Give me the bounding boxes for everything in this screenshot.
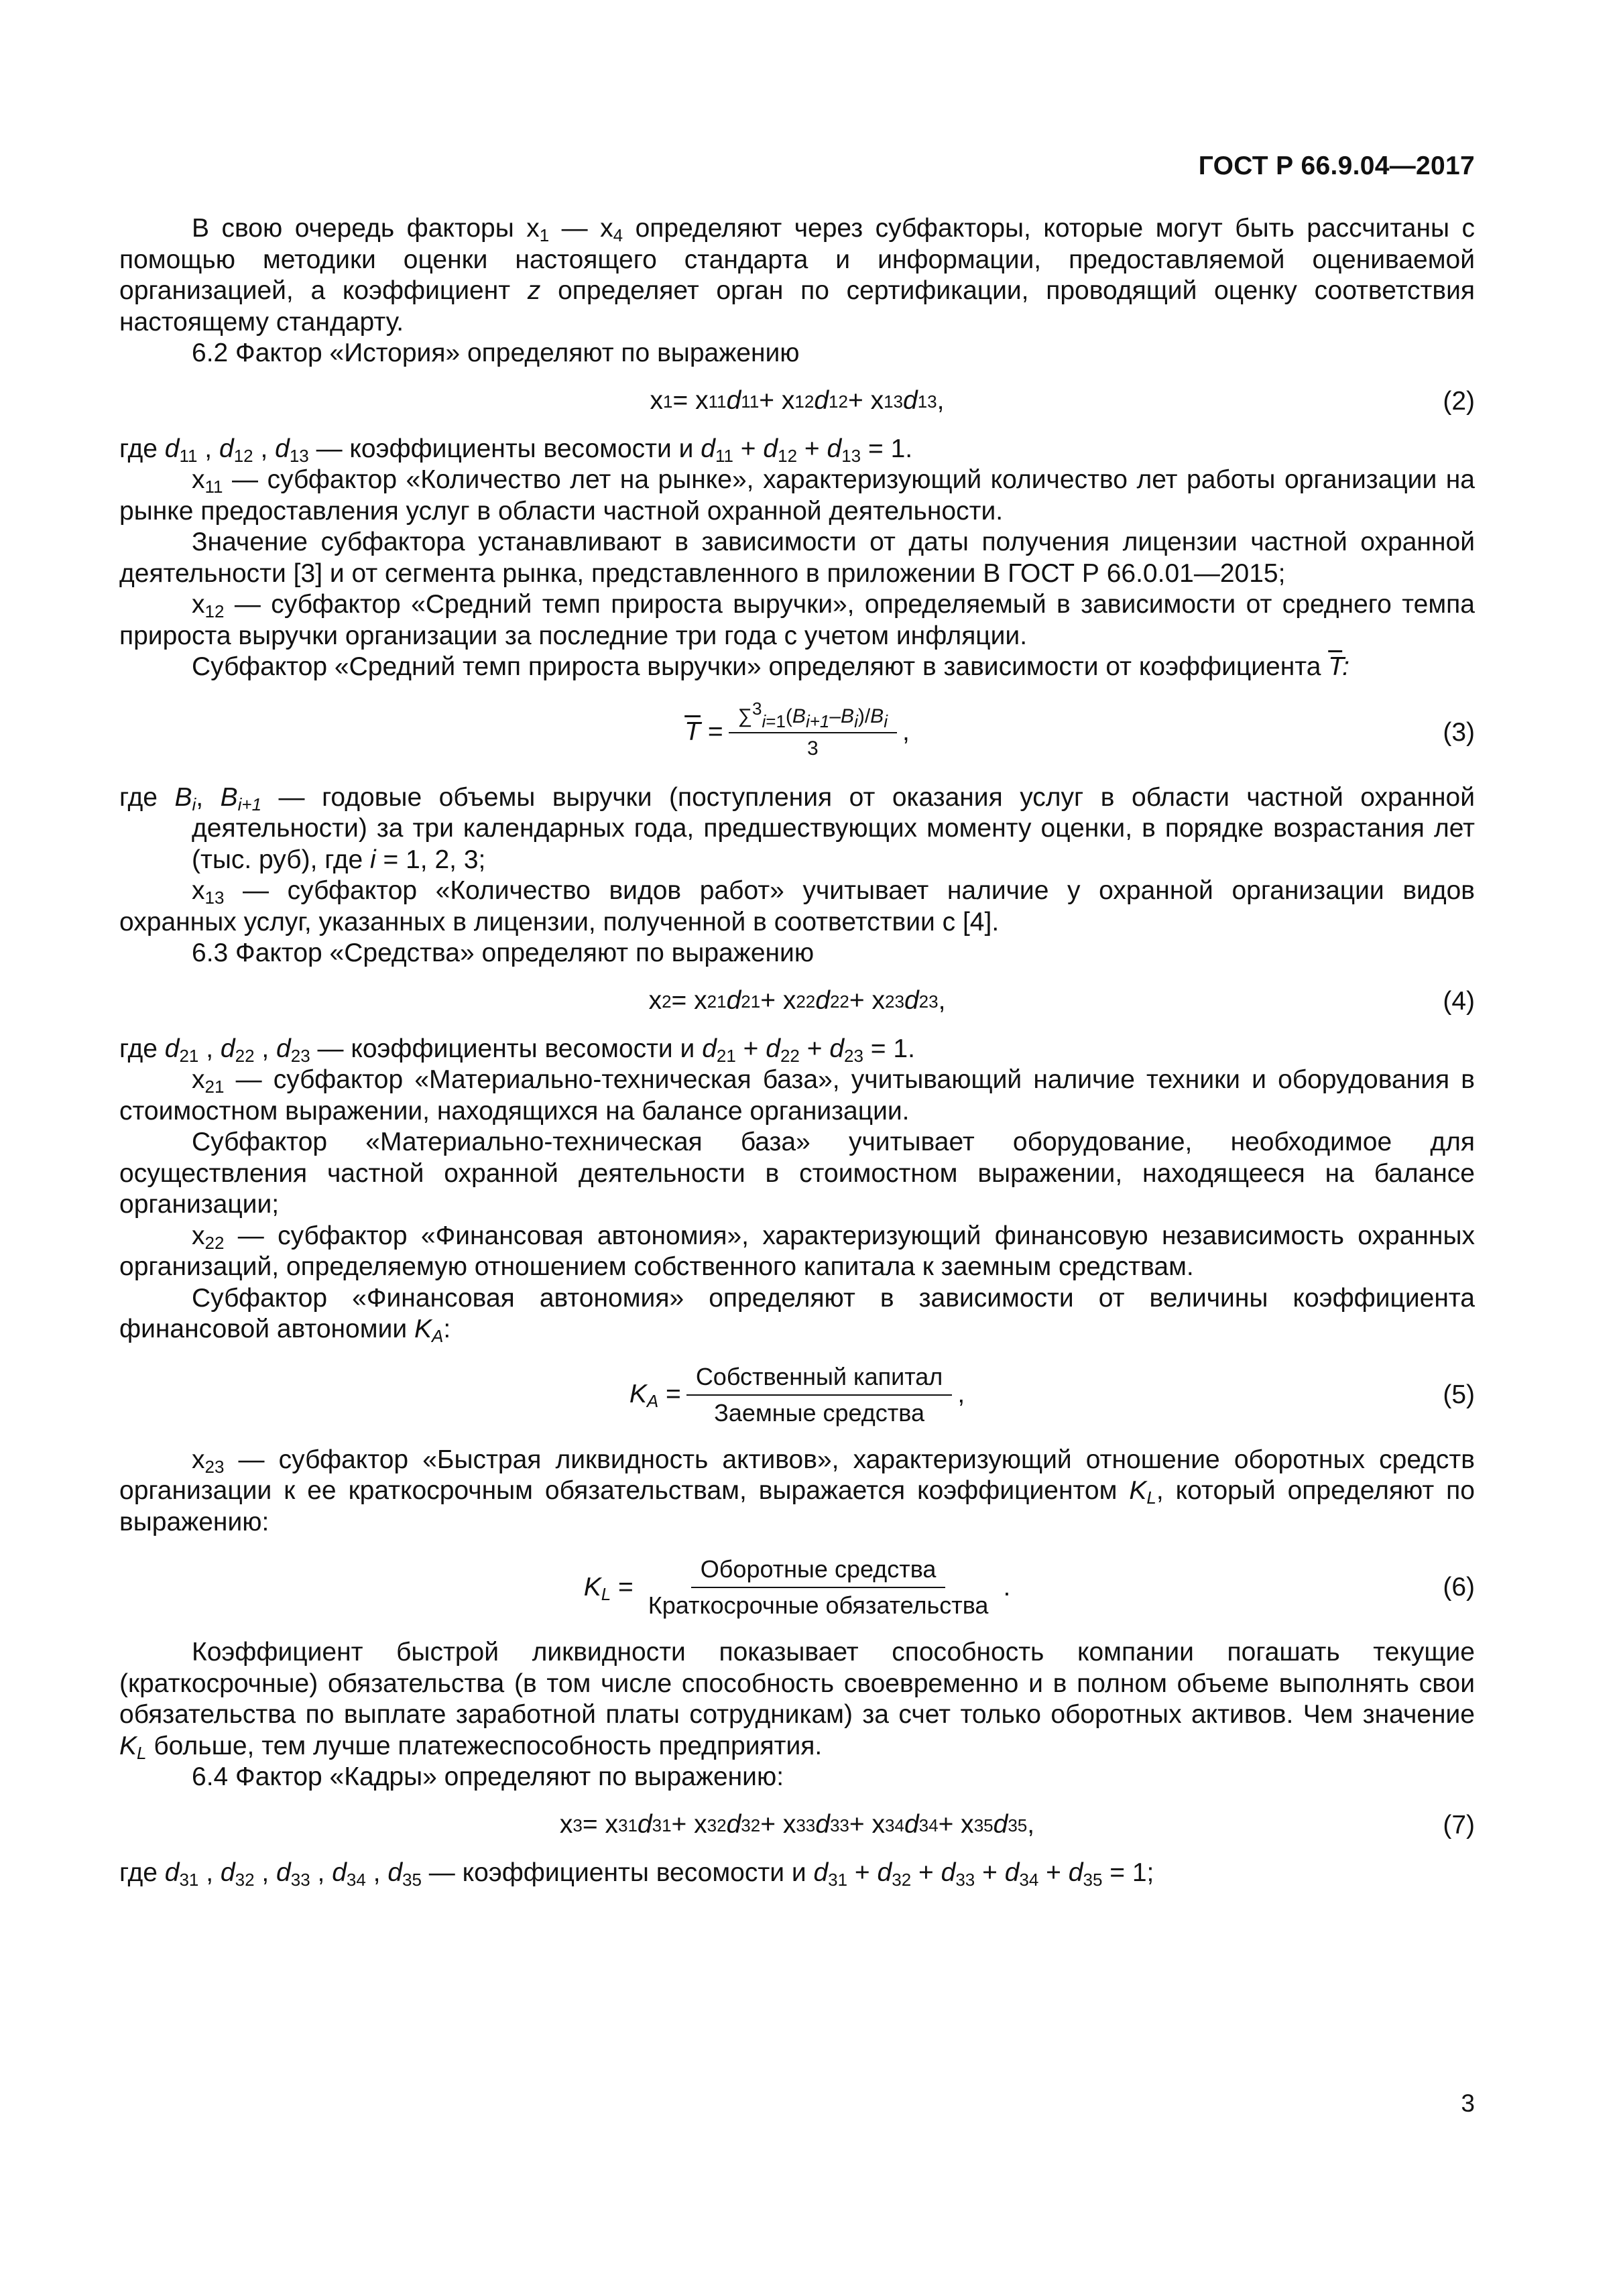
formula-number: (6) [1443,1572,1475,1602]
fraction [639,1555,998,1620]
paragraph: 6.3 Фактор «Средства» определяют по выражению [192,939,815,967]
formula-expression: x 1 = x 11 d 11 + x 12 d 12 + x 13 d 13 , [650,386,945,416]
formula-expression: x 3 = x 31 d 31 + x 32 d 32 + x 33 d 33 + x 34 d 34 + x 35 d 35 , [559,1810,1035,1839]
formula-number: (4) [1443,986,1475,1016]
paragraph: $x_{21}$ — субфактор «Материально-техническая база», учитывающий наличие техники и оборудования в стоимостном выражении, находящихся на балансе организации. [119,1065,1475,1126]
page-number: 3 [1461,2090,1475,2117]
formula-expression [119,683,1475,782]
paragraph: где $B_i$, $B_{i+1}$ — годовые объемы выручки (поступления от оказания услуг в области частной охранной деятельности) за три календарных года, предшествующих моменту оценки, в порядке возрастания лет (тыс. руб), где i = 1, 2, 3; [119,782,1475,874]
formula-number: (7) [1443,1810,1475,1839]
formula [119,369,1475,434]
formula-number: (2) [1443,386,1475,416]
formula [119,1538,1475,1637]
fraction-denominator: 3 [806,737,819,760]
fraction-numerator: Собственный капитал [686,1362,953,1396]
formula [119,1345,1475,1445]
paragraph: Субфактор «Материально-техническая база» учитывает оборудование, необходимое для осуществления частной охранной деятельности в стоимостном выражении, находящееся на балансе организации; [119,1128,1475,1219]
formula-lhs: $K_L$ = [583,1572,634,1604]
formula-rhs: , [957,1380,965,1409]
paragraph: 6.4 Фактор «Кадры» определяют по выражению: [192,1762,784,1791]
paragraph: Субфактор «Финансовая автономия» определяют в зависимости от величины коэффициента финансовой автономии $K_A$: [119,1283,1475,1346]
document-body [119,213,1475,1888]
formula-expression: x 2 = x 21 d 21 + x 22 d 22 + x 23 d 23 , [648,986,946,1016]
paragraph: В свою очередь факторы $x_1$ — $x_4$ определяют через субфакторы, которые могут быть рассчитаны с помощью методики оценки настоящего стандарта и информации, предоставляемой оцениваемой организацией, а коэффициент z определяет орган по сертификации, проводящий оценку соответствия настоящему стандарту. [119,214,1476,337]
formula [119,1793,1475,1858]
fraction-denominator: Заемные средства [714,1398,924,1427]
fraction-numerator: $\sum^3_{i=1}(B_{i+1}-B_i)/B_i$ [729,704,897,733]
formula-lhs: $K_A$ = [629,1380,681,1412]
document-header-id: ГОСТ Р 66.9.04—2017 [1198,152,1475,180]
fraction [729,698,897,762]
paragraph: $x_{23}$ — субфактор «Быстрая ликвидность активов», характеризующий отношение оборотных средств организации к ее краткосрочным обязательствам, выражается коэффициентом $K_L$, который определяют по выражению: [119,1445,1475,1536]
formula-expression [119,1538,1475,1637]
formula-expression [119,1345,1475,1445]
paragraph: $x_{12}$ — субфактор «Средний темп прироста выручки», определяемый в зависимости от среднего темпа прироста выручки организации за последние три года с учетом инфляции. [119,590,1475,650]
paragraph: где $d_{31}$ , $d_{32}$ , $d_{33}$ , $d_{34}$ , $d_{35}$ — коэффициенты весомости и $d_{31} + d_{32} + d_{33} + d_{34} + d_{35} = 1$; [119,1858,1154,1890]
fraction-numerator: Оборотные средства [691,1555,946,1588]
formula-number: (5) [1443,1380,1475,1409]
formula [119,969,1475,1034]
fraction [686,1362,953,1428]
formula-lhs: $\overline{T}$ = [684,717,723,747]
formula-number: (3) [1443,717,1475,747]
paragraph: Субфактор «Средний темп прироста выручки» определяют в зависимости от коэффициента $\overline{T}$: [192,652,1350,681]
paragraph: $x_{13}$ — субфактор «Количество видов работ» учитывает наличие у охранной организации видов охранных услуг, указанных в лицензии, полученной в соответствии с [4]. [119,876,1475,936]
paragraph: Коэффициент быстрой ликвидности показывает способность компании погашать текущие (краткосрочные) обязательства (в том числе способность своевременно и в полном объеме выполнять свои обязательства по выплате заработной платы сотрудникам) за счет только оборотных активов. Чем значение $K_L$ больше, тем лучше платежеспособность предприятия. [119,1638,1475,1763]
fraction-denominator: Краткосрочные обязательства [648,1591,989,1619]
formula-rhs: , [902,717,910,747]
paragraph: где $d_{21}$ , $d_{22}$ , $d_{23}$ — коэффициенты весомости и $d_{21} + d_{22} + d_{23} = 1$. [119,1034,915,1066]
formula [119,683,1475,782]
paragraph: $x_{22}$ — субфактор «Финансовая автономия», характеризующий финансовую независимость охранных организаций, определяемую отношением собственного капитала к заемным средствам. [119,1221,1475,1281]
paragraph: $x_{11}$ — субфактор «Количество лет на рынке», характеризующий количество лет работы организации на рынке предоставления услуг в области частной охранной деятельности. [119,465,1475,526]
paragraph: Значение субфактора устанавливают в зависимости от даты получения лицензии частной охранной деятельности [3] и от сегмента рынка, представленного в приложении В ГОСТ Р 66.0.01—2015; [119,528,1475,588]
formula-rhs: . [1003,1572,1011,1602]
paragraph: 6.2 Фактор «История» определяют по выражению [192,339,800,367]
paragraph: где $d_{11}$ , $d_{12}$ , $d_{13}$ — коэффициенты весомости и $d_{11} + d_{12} + d_{13} = 1$. [119,434,913,466]
